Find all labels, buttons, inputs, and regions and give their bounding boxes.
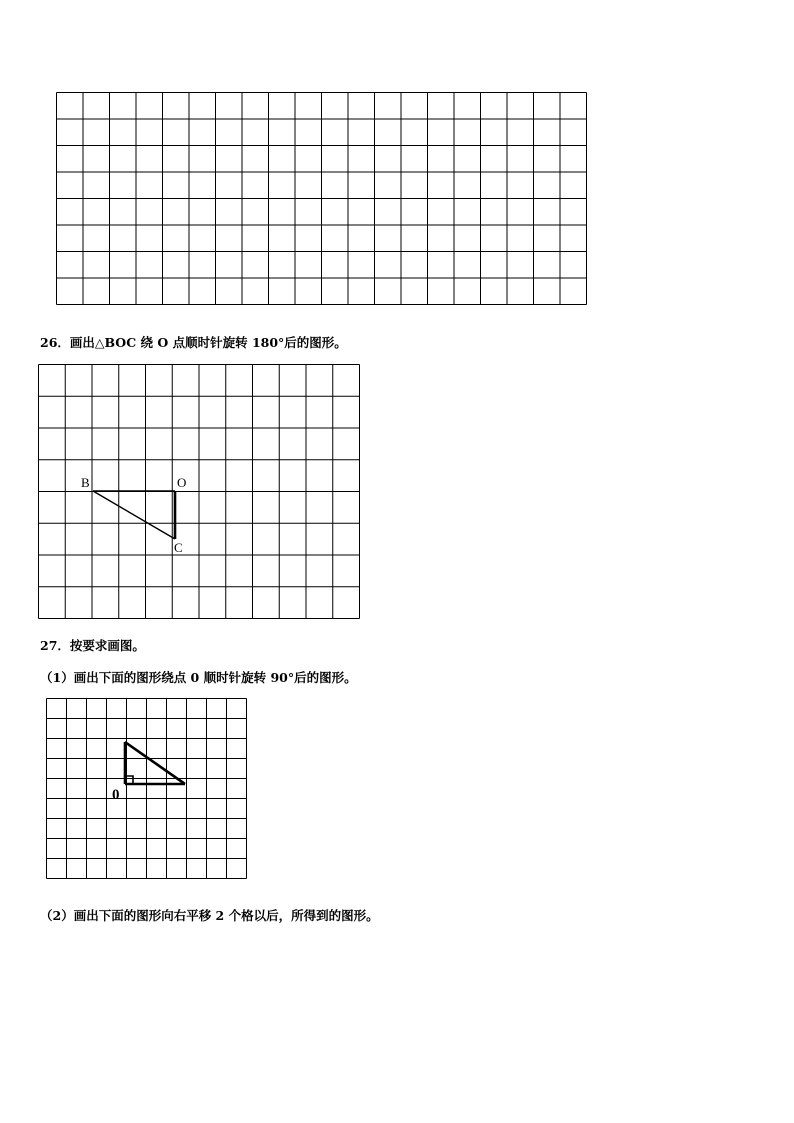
q26-prompt: 26．画出△BOC 绕 O 点顺时针旋转 180°后的图形。: [40, 335, 347, 350]
triangle-boc: [93, 491, 175, 539]
q27-sub1-prompt: （1）画出下面的图形绕点 0 顺时针旋转 90°后的图形。: [40, 670, 357, 685]
q27-grid: [44, 696, 250, 892]
point-c-label: C: [174, 540, 183, 555]
point-o-label: O: [177, 475, 187, 490]
top-grid: [56, 92, 587, 306]
point-b-label: B: [81, 475, 90, 490]
q26-grid: [38, 364, 362, 620]
point-zero-label: 0: [112, 787, 120, 803]
right-triangle-shape: [125, 742, 185, 784]
q27-prompt: 27．按要求画图。: [40, 638, 145, 653]
q27-sub2-prompt: （2）画出下面的图形向右平移 2 个格以后，所得到的图形。: [40, 908, 379, 923]
